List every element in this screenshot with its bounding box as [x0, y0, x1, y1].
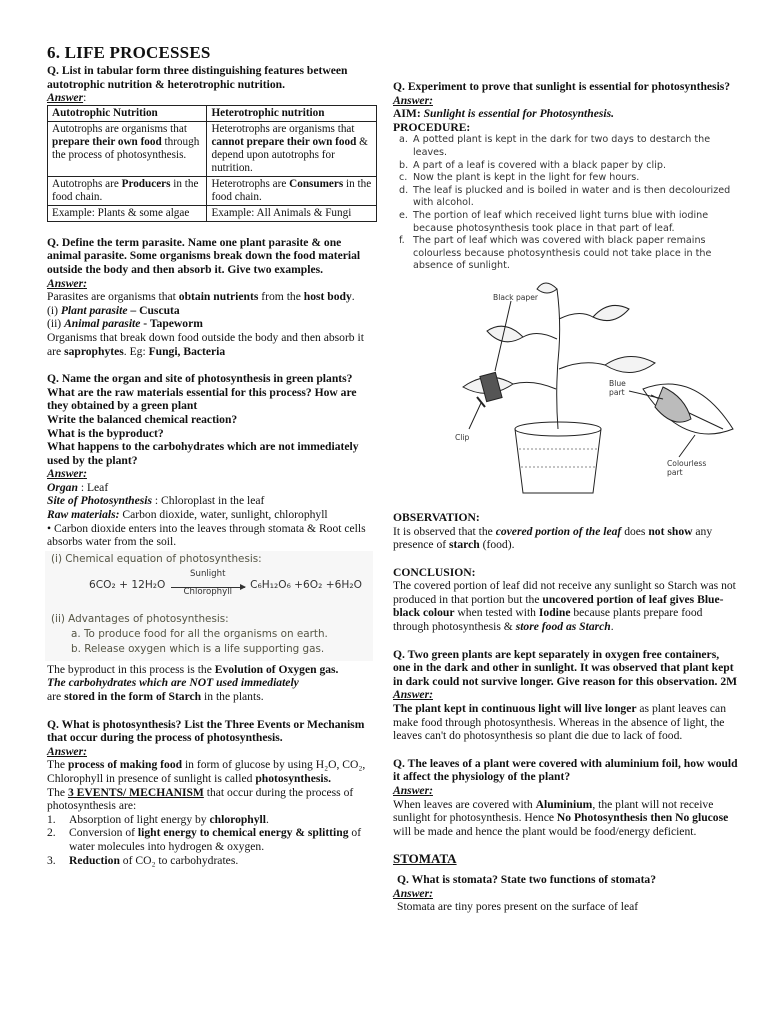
q6-answer: When leaves are covered with Aluminium, the plant will not receive sunlight for photosynthesis. Hence No Photosynthesis then No glucose will be made and hence the plant would be food/energy deficient. — [393, 797, 729, 838]
figure-label: Colourless part — [667, 458, 707, 477]
right-column — [393, 80, 738, 914]
advantages-title: (ii) Advantages of photosynthesis: — [51, 612, 229, 625]
table-header: Heterotrophic nutrition — [207, 105, 377, 121]
list-item: 1. Absorption of light energy by chlorophyll. — [47, 812, 269, 826]
list-item: b. A part of a leaf is covered with a black paper by clip. — [399, 159, 667, 171]
site-line: Site of Photosynthesis : Chloroplast in the leaf — [47, 494, 265, 508]
q3-answer-label: Answer: — [47, 467, 87, 481]
q5-question: Q. Two green plants are kept separately in oxygen free containers, one in the dark and other in sunlight. It was observed that plant kept in dark could not survive longer. Give reason for this observation. 2M — [393, 647, 738, 688]
carbon-dioxide-bullet: • Carbon dioxide enters into the leaves through stomata & Root cells absorbs water from the soil. — [47, 521, 366, 549]
figure-label: Blue part — [609, 378, 626, 397]
list-item: f. The part of leaf which was covered with black paper remains colourless because photosynthesis could not take place in the absence of sunlight. — [399, 235, 712, 272]
table-row — [48, 205, 377, 221]
conclusion-text: The covered portion of leaf did not receive any sunlight so Starch was not produced in that portion but the uncovered portion of leaf gives Blue-black colour when tested with Iodine because plants prepare food through photosynthesis & store food as Starch. — [393, 579, 736, 634]
experiment-question: Q. Experiment to prove that sunlight is essential for photosynthesis? — [393, 80, 731, 93]
figure-label: Clip — [455, 432, 470, 442]
potted-plant-figure — [433, 279, 763, 504]
q2-question: Q. Define the term parasite. Name one plant parasite & one animal parasite. Some organisms break down the food material outside the body and then absorb it. Give two examples. — [47, 235, 361, 276]
observation-text: It is observed that the covered portion of the leaf does not show any presence of starch (food). — [393, 524, 713, 552]
experiment-answer-label: Answer: — [393, 93, 433, 107]
q1-answer-label: Answer: — [47, 91, 87, 105]
aim-line: AIM: Sunlight is essential for Photosynthesis. — [393, 107, 614, 121]
q5-answer-label: Answer: — [393, 688, 433, 702]
carbohydrates-line: The carbohydrates which are NOT used immediately — [47, 676, 299, 690]
starch-line: are stored in the form of Starch in the plants. — [47, 690, 264, 704]
saprophytes-text: Organisms that break down food outside the body and then absorb it are saprophytes. Eg: Fungi, Bacteria — [47, 330, 364, 358]
conclusion-label: CONCLUSION: — [393, 565, 476, 579]
equation-title: (i) Chemical equation of photosynthesis: — [51, 552, 262, 565]
procedure-label: PROCEDURE: — [393, 120, 471, 134]
q5-answer: The plant kept in continuous light will live longer as plant leaves can make food through photosynthesis. Whereas in the absence of light, the leaves can't do photosynthesis so plant die due to lack of food. — [393, 702, 727, 743]
list-item: 2. Conversion of light energy to chemical energy & splitting of water molecules into hydrogen & oxygen. — [47, 826, 362, 853]
stomata-heading: STOMATA — [393, 851, 457, 867]
q6-answer-label: Answer: — [393, 784, 433, 797]
figure-label: Black paper — [493, 292, 539, 302]
chemical-equation: 6CO₂ + 12H₂O Sunlight Chlorophyll C₆H₁₂O₆ +6O₂ +6H₂O — [89, 569, 362, 598]
q4-answer-label: Answer: — [47, 744, 87, 758]
photosynthesis-definition: The process of making food in form of glucose by using H₂O, CO₂, Chlorophyll in presence of sunlight is called photosynthesis. — [47, 758, 366, 785]
list-item: 3. Reduction of CO₂ to carbohydrates. — [47, 853, 239, 867]
plant-illustration — [433, 279, 763, 504]
nutrition-table — [47, 105, 377, 222]
table-row — [48, 176, 377, 205]
advantage-item: b. Release oxygen which is a life supporting gas. — [71, 642, 325, 655]
events-intro: The 3 EVENTS/ MECHANISM that occur during the process of photosynthesis are: — [47, 785, 354, 813]
list-item: a. A potted plant is kept in the dark for two days to destarch the leaves. — [399, 134, 711, 158]
table-cell: Heterotrophs are Consumers in the food chain. — [207, 176, 377, 205]
equation-image — [45, 551, 373, 661]
reaction-arrow: Sunlight Chlorophyll — [171, 581, 245, 588]
events-list — [47, 813, 377, 867]
table-cell: Example: Plants & some algae — [48, 205, 207, 221]
q1-question: Q. List in tabular form three distinguishing features between autotrophic nutrition & heterotrophic nutrition. — [47, 64, 348, 91]
table-cell: Example: All Animals & Fungi — [207, 205, 377, 221]
stomata-answer-label: Answer: — [393, 886, 433, 900]
q6-question: Q. The leaves of a plant were covered with aluminium foil, how would it affect the physiology of the plant? — [393, 756, 738, 784]
raw-materials-line: Raw materials: Carbon dioxide, water, sunlight, chlorophyll — [47, 508, 328, 522]
left-column — [47, 44, 377, 867]
q2-answer-label: Answer: — [47, 276, 87, 290]
q3-question: What is the byproduct? — [47, 426, 164, 440]
list-item: d. The leaf is plucked and is boiled in water and is then decolourized with alcohol. — [399, 184, 731, 209]
byproduct-line: The byproduct in this process is the Evolution of Oxygen gas. — [47, 662, 339, 676]
advantage-item: a. To produce food for all the organisms on earth. — [71, 627, 328, 640]
organ-line: Organ : Leaf — [47, 480, 109, 494]
plant-parasite: (i) Plant parasite – Cuscuta — [47, 303, 180, 317]
table-cell: Autotrophs are organisms that prepare their own food through the process of photosynthesis. — [48, 121, 207, 176]
animal-parasite: (ii) Animal parasite - Tapeworm — [47, 317, 203, 331]
q3-question: Q. Name the organ and site of photosynthesis in green plants? What are the raw materials essential for this process? How are they obtained by a green plant — [47, 372, 357, 413]
table-cell: Heterotrophs are organisms that cannot prepare their own food & depend upon autotrophs for nutrition. — [207, 121, 377, 176]
page-title: 6. LIFE PROCESSES — [47, 43, 211, 62]
observation-label: OBSERVATION: — [393, 510, 480, 524]
stomata-question: Q. What is stomata? State two functions of stomata? — [397, 872, 657, 886]
list-item: e. The portion of leaf which received light turns blue with iodine because photosynthesis took place in that part of leaf. — [399, 209, 709, 234]
stomata-answer: Stomata are tiny pores present on the surface of leaf — [397, 900, 639, 914]
table-cell: Autotrophs are Producers in the food chain. — [48, 176, 207, 205]
table-row — [48, 121, 377, 176]
q3-question: What happens to the carbohydrates which are not immediately used by the plant? — [47, 440, 359, 467]
q3-question: Write the balanced chemical reaction? — [47, 412, 238, 426]
parasite-definition: Parasites are organisms that obtain nutrients from the host body. — [47, 290, 355, 304]
table-header: Autotrophic Nutrition — [48, 105, 207, 121]
q4-question: Q. What is photosynthesis? List the Three Events or Mechanism that occur during the process of photosynthesis. — [47, 717, 365, 745]
list-item: c. Now the plant is kept in the light for few hours. — [399, 172, 640, 184]
procedure-list — [399, 134, 738, 273]
